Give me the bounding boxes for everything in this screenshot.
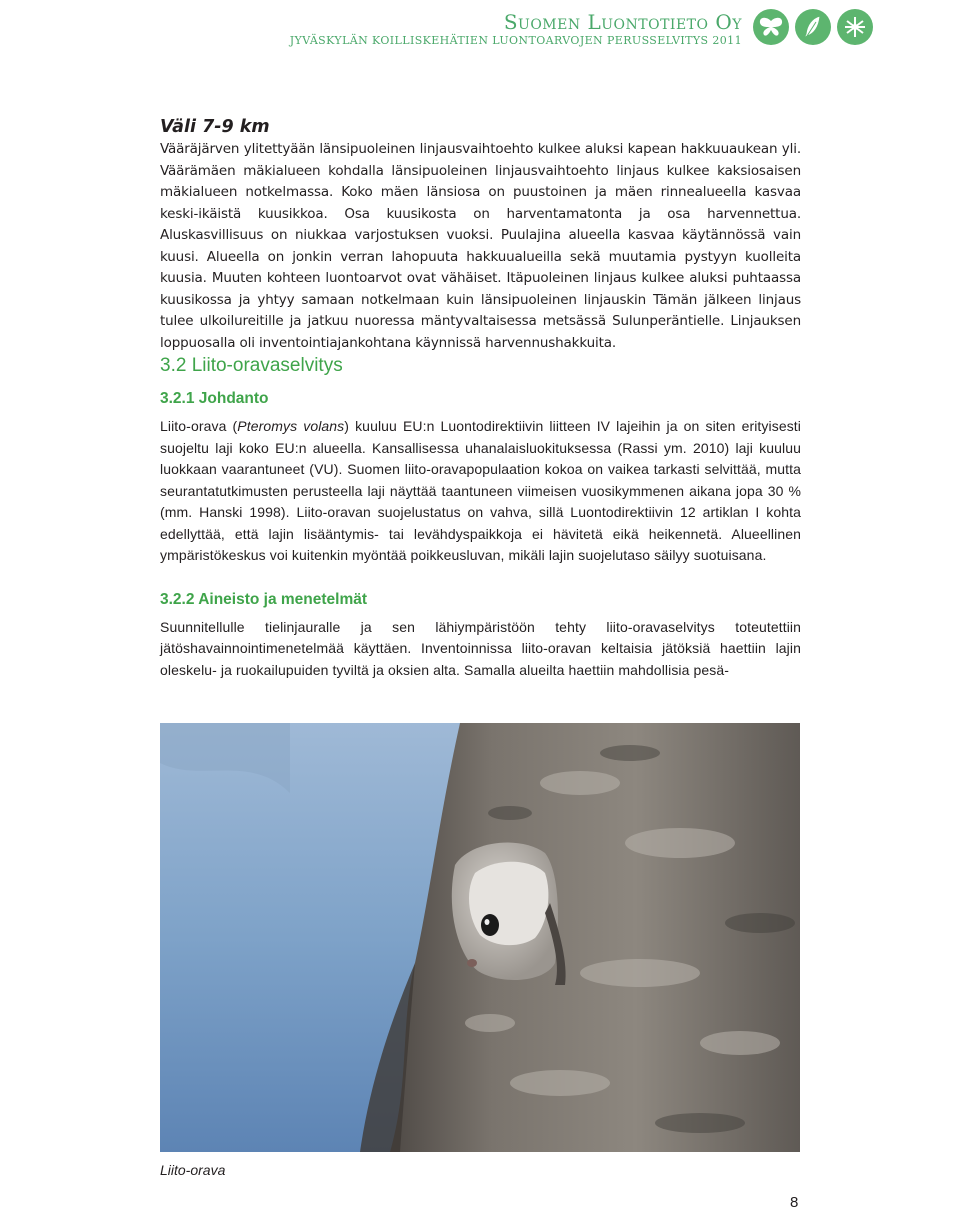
section-vali [160,116,801,354]
section-vali-paragraph: Vääräjärven ylitettyään länsipuoleinen linjausvaihtoehto kulkee aluksi kapean hakkuuaukean yli. Väärämäen mäkialueen kohdalla länsipuoleinen linjausvaihtoehto linjaus kulkee kaksiosaisen mäkialueen notkelmassa. Koko mäen länsiosa on puustoinen ja mäen rinnealueella kasvaa keski-ikäistä kuusikkoa. Osa kuusikosta on harventamatonta ja osa harvennettua. Aluskasvillisuus on niukkaa varjostuksen vuoksi. Puulajina alueella kasvaa käytännössä vain kuusi. Alueella on jonkin verran lahopuuta hakkuualueilla sekä muutamia pystyyn kuolleita kuusia. Muuten kohteen luontoarvot ovat vähäiset. Itäpuoleinen linjaus kulkee aluksi puhtaassa kuusikossa ja yhtyy samaan notkelmaan kuin länsipuoleinen linjauskin Tämän jälkeen linjaus tulee ulkoilureitille ja jatkuu nuoressa mäntyvaltaisessa metsässä Sulunperäntielle. Linjauksen loppuosalla oli inventointiajankohtana käynnissä harvennushakkuita. [160,141,801,351]
flying-squirrel-photo [160,723,800,1152]
johdanto-paragraph [160,416,801,567]
section-heading-3-2: 3.2 Liito-oravaselvitys [160,355,343,376]
johdanto-text-b: ) kuuluu EU:n Luontodirektiivin liitteen IV lajeihin ja on siten erityisesti suojeltu laji koko EU:n alueella. Kansallisessa uhanalaisluokituksessa (Rassi ym. 2010) laji kuuluu luokkaan vaarantuneet (VU). Suomen liito-oravapopulaation kokoa on vaikea tarkasti selvittää, mutta seurantatutkimusten perusteella laji näyttää taantuneen viimeisen vuosikymmenen aikana jopa 30 % (mm. Hanski 1998). Liito-oravan suojelustatus on vahva, sillä Luontodirektiivin 12 artiklan I kohta edellyttää, että lajin lisääntymis- tai levähdyspaikkoja ei hävitetä eikä heikennetä. Alueellinen ympäristökeskus voi kuitenkin myöntää poikkeusluvan, mikäli lajin suojelutaso säilyy suotuisana. [160,418,802,563]
header-subtitle: JYVÄSKYLÄN KOILLISKEHÄTIEN LUONTOARVOJEN PERUSSELVITYS 2011 [289,34,742,47]
bird-feather-icon [794,8,832,46]
latin-name: Pteromys volans [237,418,345,434]
johdanto-text-a: Liito-orava ( [160,418,238,434]
figure-caption: Liito-orava [160,1162,226,1178]
aineisto-paragraph: Suunnitellulle tielinjauralle ja sen lähiympäristöön tehty liito-oravaselvitys toteutettiin jätöshavainnointimenetelmää käyttäen. Inventoinnissa liito-oravan keltaisia jätöksiä haettiin lajin oleskelu- ja ruokailupuiden tyviltä ja oksien alta. Samalla alueilta haettiin mahdollisia pesä- [160,618,801,678]
butterfly-icon [752,8,790,46]
insect-icon [836,8,874,46]
page-number: 8 [790,1194,799,1211]
subsection-heading-3-2-1: 3.2.1 Johdanto [160,390,269,407]
photo-illustration [160,723,800,1152]
subsection-heading-3-2-2: 3.2.2 Aineisto ja menetelmät [160,590,368,608]
header-company: Suomen Luontotieto Oy [503,10,742,34]
section-heading-vali: Väli 7-9 km [160,117,270,137]
section-3-2 [160,355,801,681]
header-icons [752,8,944,46]
